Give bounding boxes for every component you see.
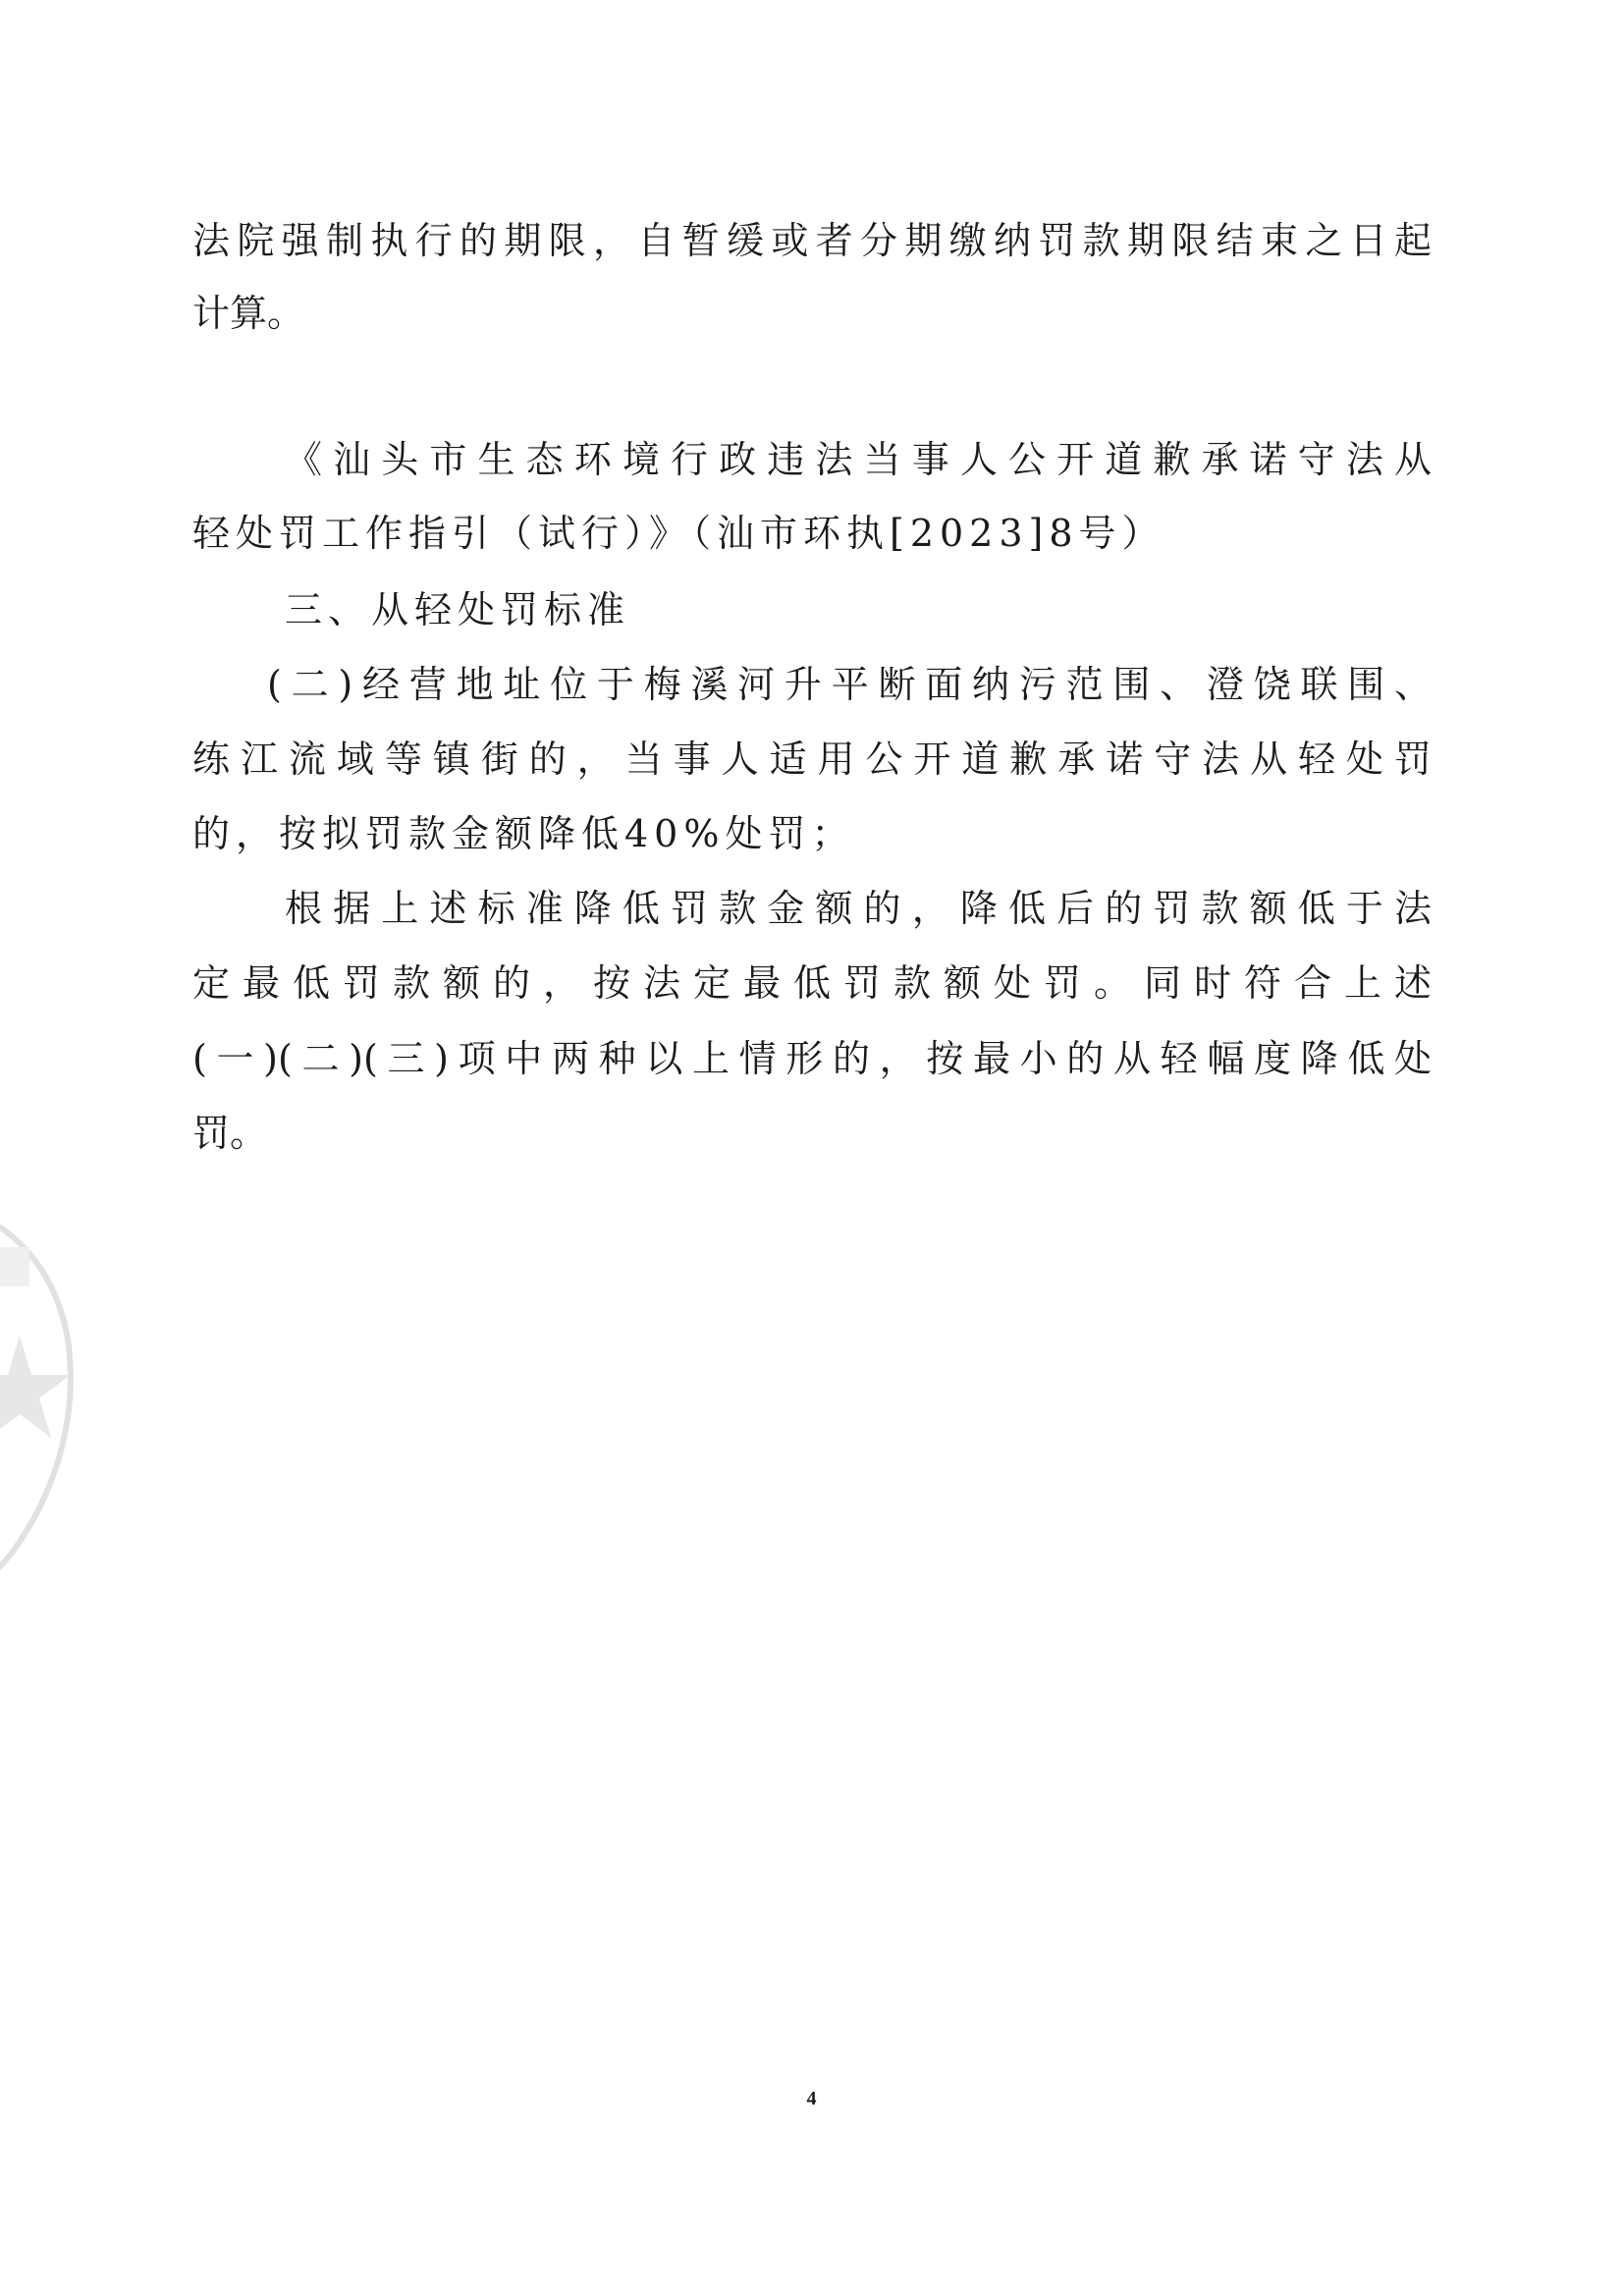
paragraph-line: (一)(二)(三)项中两种以上情形的，按最小的从轻幅度降低处 [192,1037,1432,1080]
document-title-line: 《汕头市生态环境行政违法当事人公开道歉承诺守法从 [285,438,1432,481]
paragraph-line: 根据上述标准降低罚款金额的，降低后的罚款额低于法 [285,887,1432,930]
document-title-line: 轻处罚工作指引（试行）》（汕市环执[2023]8号） [192,512,1165,555]
section-heading: 三、从轻处罚标准 [285,588,631,631]
page-number: 4 [806,2088,817,2109]
paragraph-line: 练江流域等镇街的，当事人适用公开道歉承诺守法从轻处罚 [192,738,1432,781]
paragraph-line: (二)经营地址位于梅溪河升平断面纳污范围、澄饶联围、 [267,663,1432,706]
paragraph-line: 计算。 [192,292,305,335]
paragraph-line: 罚。 [192,1112,268,1155]
paragraph-line: 的，按拟罚款金额降低40%处罚； [192,812,855,855]
faded-seal-icon [0,1188,88,1601]
paragraph-line: 法院强制执行的期限，自暂缓或者分期缴纳罚款期限结束之日起 [192,219,1432,262]
paragraph-line: 定最低罚款额的，按法定最低罚款额处罚。同时符合上述 [192,961,1432,1005]
